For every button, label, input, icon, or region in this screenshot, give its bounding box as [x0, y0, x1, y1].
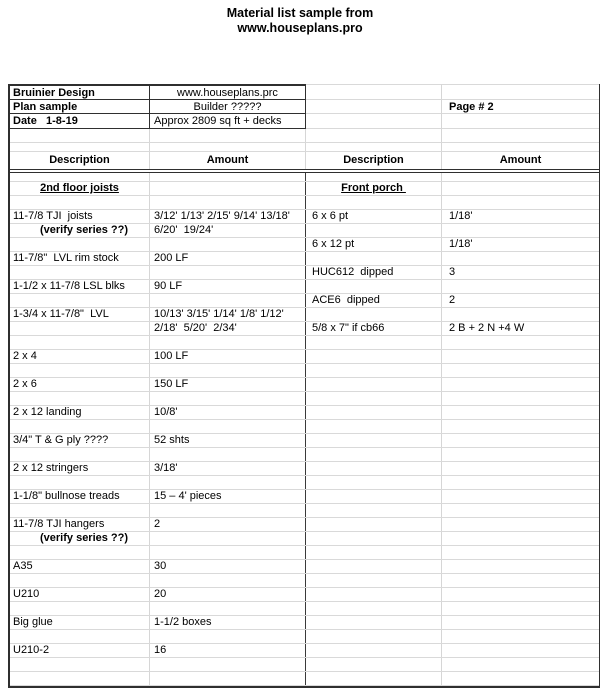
empty-cell — [306, 546, 442, 559]
amount-cell: 200 LF — [150, 252, 306, 265]
empty-cell — [150, 266, 306, 279]
description-cell: ACE6 dipped — [306, 294, 442, 307]
empty-cell — [306, 476, 442, 489]
empty-cell — [306, 364, 442, 377]
empty-cell — [150, 602, 306, 615]
empty-cell — [442, 588, 599, 601]
table-row — [10, 182, 599, 196]
amount-cell: 52 shts — [150, 434, 306, 447]
table-row — [10, 224, 599, 238]
empty-cell — [442, 350, 599, 363]
amount-cell: 3/12' 1/13' 2/15' 9/14' 13/18' — [150, 210, 306, 223]
table-row — [10, 462, 599, 476]
description-cell: 6 x 6 pt — [306, 210, 442, 223]
empty-cell — [306, 143, 442, 151]
table-row — [10, 672, 599, 686]
amount-cell: 2 — [449, 294, 456, 306]
amount-cell: 3 — [449, 266, 456, 278]
empty-cell — [10, 266, 150, 279]
description-cell: 3/4" T & G ply ???? — [10, 434, 150, 447]
column-header-description-right: Description — [306, 152, 442, 169]
table-row — [10, 476, 599, 490]
table-row — [10, 546, 599, 560]
amount-cell: 2 B + 2 N +4 W — [449, 322, 525, 334]
empty-cell — [442, 504, 599, 517]
empty-cell — [306, 420, 442, 433]
description-cell: (verify series ??) — [10, 532, 150, 545]
table-row — [10, 392, 599, 406]
empty-cell — [10, 336, 150, 349]
empty-cell — [306, 129, 442, 142]
empty-cell — [10, 294, 150, 307]
plan-label: Plan sample — [10, 100, 150, 114]
empty-cell — [442, 224, 599, 237]
empty-cell — [10, 364, 150, 377]
amount-cell: 16 — [150, 644, 306, 657]
table-row — [10, 448, 599, 462]
page-title-line1: Material list sample from — [226, 6, 374, 20]
page-number: Page # 2 — [442, 100, 599, 114]
amount-cell: 2/18' 5/20' 2/34' — [150, 322, 306, 335]
amount-cell: 20 — [150, 588, 306, 601]
table-row — [10, 173, 599, 182]
table-row — [10, 406, 599, 420]
amount-cell: 2 — [150, 518, 306, 531]
empty-cell — [442, 143, 599, 151]
empty-cell — [306, 588, 442, 601]
amount-cell: 100 LF — [150, 350, 306, 363]
description-cell: 11-7/8 TJI joists — [10, 210, 150, 223]
designer-website: www.houseplans.prc — [150, 84, 306, 100]
description-cell: A35 — [10, 560, 150, 573]
amount-cell: 1-1/2 boxes — [150, 616, 306, 629]
description-cell: 1-3/4 x 11-7/8" LVL — [10, 308, 150, 321]
table-row — [10, 252, 599, 266]
page-title — [0, 6, 600, 36]
table-row — [10, 588, 599, 602]
column-header-description-left: Description — [10, 152, 150, 169]
empty-cell — [10, 602, 150, 615]
empty-cell — [306, 378, 442, 391]
empty-cell — [10, 129, 150, 142]
empty-cell — [442, 182, 599, 195]
empty-cell — [306, 406, 442, 419]
empty-cell — [306, 252, 442, 265]
empty-cell — [306, 630, 442, 643]
empty-cell — [10, 143, 150, 151]
empty-cell — [442, 84, 599, 100]
empty-cell — [306, 672, 442, 685]
column-header-row — [10, 152, 599, 173]
empty-cell — [150, 476, 306, 489]
table-row — [10, 238, 599, 252]
section-header: 2nd floor joists — [10, 182, 150, 195]
empty-cell — [150, 364, 306, 377]
table-row — [10, 658, 599, 672]
description-cell: 2 x 4 — [10, 350, 150, 363]
section-header: Front porch — [306, 182, 442, 195]
empty-cell — [150, 182, 306, 195]
table-row — [10, 294, 599, 308]
empty-cell — [150, 143, 306, 151]
empty-cell — [150, 294, 306, 307]
empty-cell — [306, 392, 442, 405]
description-cell: U210-2 — [10, 644, 150, 657]
table-row-plan-info-2 — [10, 100, 599, 114]
amount-cell: 3/18' — [150, 462, 306, 475]
empty-cell — [10, 392, 150, 405]
empty-cell — [306, 462, 442, 475]
empty-cell — [442, 560, 599, 573]
empty-cell — [306, 336, 442, 349]
empty-cell — [150, 532, 306, 545]
empty-cell — [306, 448, 442, 461]
description-cell: 11-7/8 TJI hangers — [10, 518, 150, 531]
empty-cell — [10, 173, 150, 181]
empty-cell — [306, 532, 442, 545]
empty-cell — [10, 322, 150, 335]
description-cell: 11-7/8" LVL rim stock — [10, 252, 150, 265]
material-table — [8, 84, 600, 688]
table-row — [10, 280, 599, 294]
empty-cell — [10, 630, 150, 643]
empty-cell — [306, 490, 442, 503]
empty-cell — [442, 280, 599, 293]
empty-cell — [306, 350, 442, 363]
empty-cell — [10, 238, 150, 251]
empty-cell — [306, 84, 442, 100]
empty-cell — [150, 392, 306, 405]
table-row — [10, 364, 599, 378]
table-row — [10, 630, 599, 644]
empty-cell — [10, 504, 150, 517]
empty-cell — [442, 378, 599, 391]
empty-cell — [10, 672, 150, 685]
empty-cell — [442, 364, 599, 377]
empty-cell — [150, 196, 306, 209]
empty-cell — [306, 114, 442, 129]
empty-cell — [442, 602, 599, 615]
table-row — [10, 336, 599, 350]
empty-cell — [306, 602, 442, 615]
amount-cell: 30 — [150, 560, 306, 573]
empty-cell — [306, 616, 442, 629]
description-cell: 1-1/8" bullnose treads — [10, 490, 150, 503]
description-cell: 6 x 12 pt — [306, 238, 442, 251]
empty-cell — [442, 616, 599, 629]
builder-value: Builder ????? — [150, 100, 306, 114]
description-cell: 5/8 x 7" if cb66 — [306, 322, 442, 335]
empty-cell — [306, 100, 442, 114]
amount-cell: 1/18' — [449, 238, 473, 250]
empty-cell — [306, 518, 442, 531]
table-row — [10, 322, 599, 336]
empty-cell — [10, 448, 150, 461]
empty-cell — [442, 644, 599, 657]
table-row — [10, 532, 599, 546]
date-label: Date 1-8-19 — [10, 114, 150, 129]
empty-cell — [150, 420, 306, 433]
body-rows — [10, 173, 599, 686]
empty-cell — [150, 672, 306, 685]
empty-cell — [442, 336, 599, 349]
empty-cell — [306, 504, 442, 517]
amount-cell: 6/20' 19/24' — [150, 224, 306, 237]
empty-cell — [10, 196, 150, 209]
amount-cell: 1/18' — [449, 210, 473, 222]
empty-cell — [442, 546, 599, 559]
table-row — [10, 574, 599, 588]
empty-cell — [150, 173, 306, 181]
table-row — [10, 644, 599, 658]
empty-cell — [306, 224, 442, 237]
amount-cell: 10/8' — [150, 406, 306, 419]
empty-cell — [306, 574, 442, 587]
empty-cell — [10, 476, 150, 489]
empty-cell — [442, 114, 599, 129]
empty-cell — [150, 630, 306, 643]
empty-cell — [306, 434, 442, 447]
table-row-plan-info-3 — [10, 114, 599, 129]
spacer-row — [10, 129, 599, 143]
description-cell: 2 x 12 stringers — [10, 462, 150, 475]
spacer-row — [10, 143, 599, 152]
description-cell: 1-1/2 x 11-7/8 LSL blks — [10, 280, 150, 293]
empty-cell — [10, 658, 150, 671]
table-row — [10, 616, 599, 630]
table-row — [10, 490, 599, 504]
empty-cell — [442, 518, 599, 531]
table-row — [10, 504, 599, 518]
table-row — [10, 420, 599, 434]
table-row — [10, 196, 599, 210]
description-cell: HUC612 dipped — [306, 266, 442, 279]
empty-cell — [306, 173, 442, 181]
table-row — [10, 308, 599, 322]
empty-cell — [306, 560, 442, 573]
empty-cell — [306, 658, 442, 671]
empty-cell — [442, 406, 599, 419]
empty-cell — [442, 308, 599, 321]
empty-cell — [442, 129, 599, 142]
description-cell: U210 — [10, 588, 150, 601]
empty-cell — [442, 490, 599, 503]
empty-cell — [442, 672, 599, 685]
empty-cell — [442, 252, 599, 265]
empty-cell — [150, 238, 306, 251]
table-row — [10, 378, 599, 392]
empty-cell — [306, 308, 442, 321]
empty-cell — [442, 574, 599, 587]
empty-cell — [150, 448, 306, 461]
empty-cell — [442, 392, 599, 405]
empty-cell — [442, 658, 599, 671]
empty-cell — [442, 462, 599, 475]
description-cell: 2 x 12 landing — [10, 406, 150, 419]
table-row — [10, 266, 599, 280]
amount-cell: 15 – 4' pieces — [150, 490, 306, 503]
area-value: Approx 2809 sq ft + decks — [150, 114, 306, 129]
page-title-line2: www.houseplans.pro — [237, 21, 363, 35]
column-header-amount-right: Amount — [499, 154, 542, 166]
description-cell: 2 x 6 — [10, 378, 150, 391]
empty-cell — [306, 280, 442, 293]
empty-cell — [10, 574, 150, 587]
empty-cell — [442, 532, 599, 545]
table-row-plan-info-1 — [10, 84, 599, 100]
table-row — [10, 602, 599, 616]
description-cell: (verify series ??) — [10, 224, 150, 237]
column-header-amount-left: Amount — [150, 152, 306, 169]
empty-cell — [150, 129, 306, 142]
table-row — [10, 434, 599, 448]
empty-cell — [442, 173, 599, 181]
empty-cell — [10, 546, 150, 559]
empty-cell — [150, 336, 306, 349]
empty-cell — [442, 630, 599, 643]
empty-cell — [442, 434, 599, 447]
empty-cell — [442, 420, 599, 433]
table-row — [10, 210, 599, 224]
table-row — [10, 560, 599, 574]
empty-cell — [150, 504, 306, 517]
empty-cell — [306, 644, 442, 657]
empty-cell — [150, 574, 306, 587]
empty-cell — [442, 448, 599, 461]
empty-cell — [442, 476, 599, 489]
amount-cell: 90 LF — [150, 280, 306, 293]
empty-cell — [10, 420, 150, 433]
designer-name: Bruinier Design — [10, 84, 150, 100]
table-row — [10, 350, 599, 364]
empty-cell — [150, 546, 306, 559]
empty-cell — [442, 196, 599, 209]
table-row — [10, 518, 599, 532]
amount-cell: 10/13' 3/15' 1/14' 1/8' 1/12' — [150, 308, 306, 321]
description-cell: Big glue — [10, 616, 150, 629]
empty-cell — [306, 196, 442, 209]
amount-cell: 150 LF — [150, 378, 306, 391]
empty-cell — [150, 658, 306, 671]
